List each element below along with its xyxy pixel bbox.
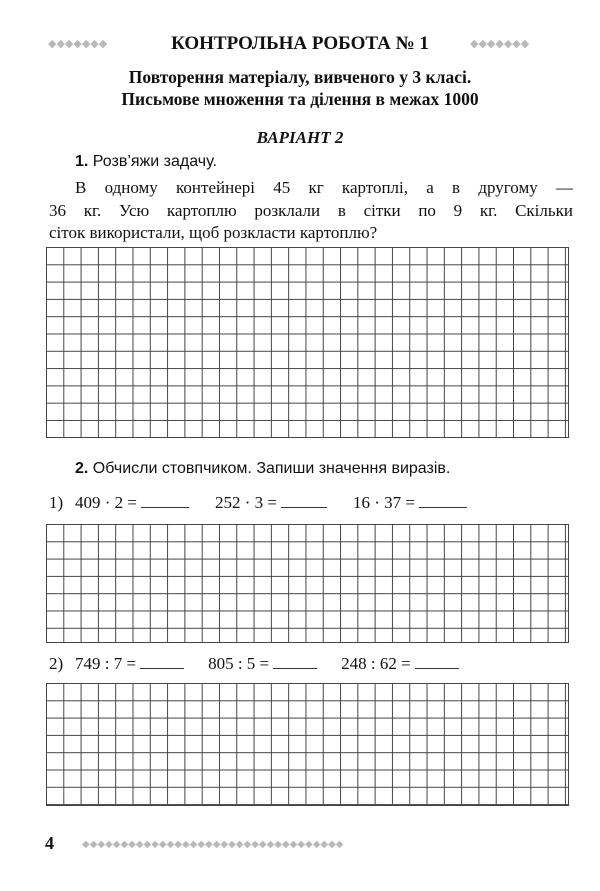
- task2-row-2: [49, 654, 459, 674]
- row1-expr-1: 409 · 2 =: [75, 493, 137, 512]
- row1-expr-3: 16 · 37 =: [353, 493, 415, 512]
- right-diamond-ornament: ◆◆◆◆◆◆◆: [470, 37, 530, 50]
- row1-label: 1): [49, 493, 64, 512]
- row2-label: 2): [49, 654, 64, 673]
- task1-number: 1.: [75, 153, 89, 170]
- task2-heading: [75, 460, 450, 478]
- task1-answer-grid[interactable]: [46, 247, 569, 438]
- task1-heading: [75, 153, 217, 171]
- task2-row2-answer-grid[interactable]: [46, 683, 569, 806]
- subtitle-line-1: Повторення матеріалу, вивченого у 3 класі.: [128, 67, 472, 87]
- task1-line-2: 36 кг. Усю картоплю розклали в сітки по 9 кг. Скільки: [49, 200, 573, 220]
- variant-heading: ВАРІАНТ 2: [256, 128, 344, 147]
- footer-diamond-ornament: ◆◆◆◆◆◆◆◆◆◆◆◆◆◆◆◆◆◆◆◆◆◆◆◆◆◆◆◆◆◆◆◆◆◆: [82, 839, 344, 850]
- row2-answer-3[interactable]: [415, 654, 459, 669]
- task2-row-1: [49, 493, 467, 513]
- row2-expr-2: 805 : 5 =: [208, 654, 270, 673]
- row2-expr-3: 248 : 62 =: [341, 654, 411, 673]
- task1-line-3: сіток використали, щоб розкласти картоплю?: [49, 223, 378, 242]
- page-number: 4: [45, 833, 54, 853]
- row1-answer-3[interactable]: [419, 493, 467, 508]
- row2-expr-1: 749 : 7 =: [75, 654, 137, 673]
- page-subtitle: [0, 66, 600, 110]
- task1-problem-text: [49, 177, 573, 245]
- page-title: КОНТРОЛЬНА РОБОТА № 1: [171, 33, 429, 54]
- task1-line-1: В одному контейнері 45 кг картоплі, а в другому —: [75, 178, 573, 197]
- row1-answer-1[interactable]: [141, 493, 189, 508]
- task2-row1-answer-grid[interactable]: [46, 524, 569, 643]
- task2-instruction: Обчисли стовпчиком. Запиши значення виразів.: [92, 460, 451, 477]
- left-diamond-ornament: ◆◆◆◆◆◆◆: [48, 37, 108, 50]
- task1-instruction: Розв’яжи задачу.: [92, 153, 217, 170]
- row1-expr-2: 252 · 3 =: [215, 493, 277, 512]
- task2-number: 2.: [75, 460, 89, 477]
- subtitle-line-2: Письмове множення та ділення в межах 1000: [121, 89, 479, 109]
- row2-answer-1[interactable]: [140, 654, 184, 669]
- row2-answer-2[interactable]: [273, 654, 317, 669]
- row1-answer-2[interactable]: [281, 493, 327, 508]
